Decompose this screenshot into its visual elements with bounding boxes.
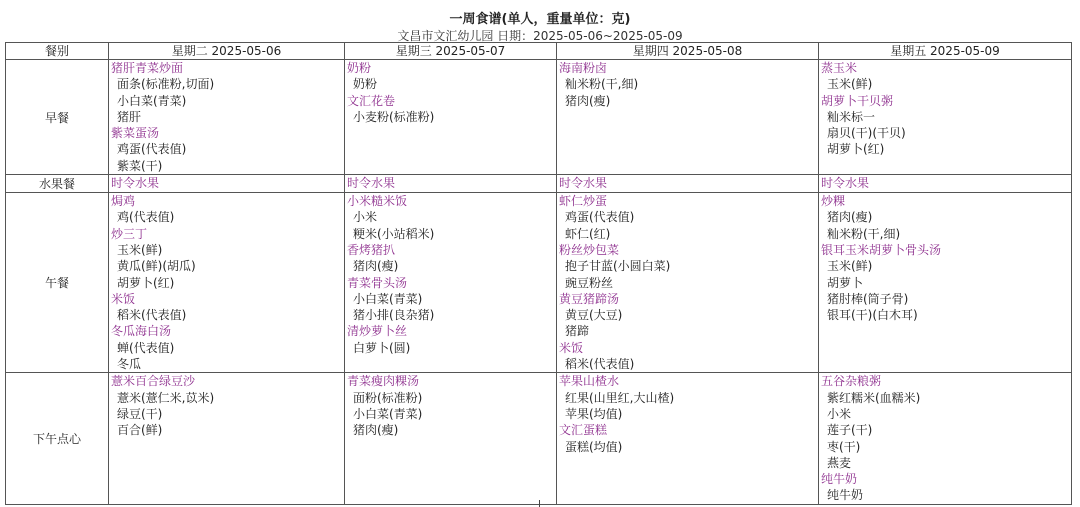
ingredient: 面条(标准粉,切面)	[117, 77, 215, 92]
menu-cell	[819, 60, 1072, 175]
dish-name: 苹果山楂水	[559, 374, 620, 389]
ingredient: 紫菜(干)	[117, 158, 163, 173]
dish-name: 海南粉卤	[559, 61, 608, 75]
dish-name: 粉丝炒包菜	[559, 242, 620, 257]
dish-name: 薏米百合绿豆沙	[111, 374, 196, 389]
menu-cell	[819, 175, 1072, 193]
ingredient: 紫红糯米(血糯米)	[827, 390, 921, 405]
meal-column-header: 餐别	[6, 43, 109, 60]
ingredient: 绿豆(干)	[117, 406, 163, 421]
ingredient: 胡萝卜(红)	[117, 275, 175, 290]
menu-cell	[345, 175, 557, 193]
ingredient: 黄豆(大豆)	[565, 308, 623, 323]
ingredient: 玉米(鲜)	[827, 77, 873, 92]
menu-cell	[345, 373, 557, 504]
ingredient: 冬瓜	[117, 357, 142, 372]
dish-name: 小米糙米饭	[347, 194, 408, 209]
ingredient: 银耳(干)(白木耳)	[827, 308, 918, 323]
ingredient: 面粉(标准粉)	[353, 390, 423, 405]
page-subtitle: 文昌市文汇幼儿园 日期：2025-05-06~2025-05-09	[397, 29, 683, 43]
ingredient: 猪肉(瘦)	[353, 259, 399, 274]
meal-name: 下午点心	[6, 373, 109, 504]
ingredient: 蝉(代表值)	[117, 340, 175, 355]
menu-cell	[109, 373, 345, 504]
header-row	[6, 43, 1072, 60]
day-header: 星期三 2025-05-07	[345, 43, 557, 60]
menu-cell	[557, 60, 819, 175]
ingredient: 小麦粉(标准粉)	[353, 109, 435, 124]
dish-name: 时令水果	[111, 176, 160, 191]
dish-name: 清炒萝卜丝	[347, 324, 408, 339]
dish-name: 紫菜蛋汤	[111, 126, 160, 141]
dish-name: 文汇花卷	[347, 93, 396, 108]
dish-name: 米饭	[559, 340, 584, 355]
page-edge-mark	[539, 500, 540, 507]
ingredient: 猪肘棒(筒子骨)	[827, 291, 909, 306]
ingredient: 猪肉(瘦)	[565, 93, 611, 108]
dish-name: 青菜瘦肉粿汤	[347, 374, 420, 389]
ingredient: 薏米(薏仁米,苡米)	[117, 390, 215, 405]
dish-name: 青菜骨头汤	[347, 275, 408, 290]
ingredient: 莲子(干)	[827, 423, 873, 438]
dish-name: 冬瓜海白汤	[111, 324, 172, 339]
dish-name: 猪肝青菜炒面	[111, 61, 184, 75]
meal-row	[6, 373, 1072, 504]
menu-cell	[819, 193, 1072, 373]
ingredient: 枣(干)	[827, 439, 861, 454]
dish-name: 香烤猪扒	[347, 242, 396, 257]
dish-name: 米饭	[111, 291, 136, 306]
day-header: 星期二 2025-05-06	[109, 43, 345, 60]
ingredient: 小白菜(青菜)	[353, 291, 423, 306]
ingredient: 稻米(代表值)	[117, 308, 187, 323]
ingredient: 虾仁(红)	[565, 226, 611, 241]
menu-cell	[819, 373, 1072, 504]
ingredient: 小白菜(青菜)	[353, 406, 423, 421]
dish-name: 文汇蛋糕	[559, 423, 608, 438]
menu-cell	[109, 175, 345, 193]
ingredient: 鸡蛋(代表值)	[565, 210, 635, 225]
ingredient: 白萝卜(圆)	[353, 340, 411, 355]
dish-name: 五谷杂粮粥	[821, 374, 882, 389]
ingredient: 扇贝(干)(干贝)	[827, 126, 906, 141]
dish-name: 黄豆猪蹄汤	[559, 291, 620, 306]
dish-name: 蒸玉米	[821, 61, 858, 75]
ingredient: 玉米(鲜)	[827, 259, 873, 274]
ingredient: 燕麦	[827, 455, 852, 470]
ingredient: 猪肝	[117, 109, 142, 124]
ingredient: 猪肉(瘦)	[353, 423, 399, 438]
ingredient: 豌豆粉丝	[565, 275, 614, 290]
ingredient: 猪肉(瘦)	[827, 210, 873, 225]
ingredient: 奶粉	[353, 77, 378, 92]
ingredient: 鸡蛋(代表值)	[117, 142, 187, 157]
day-header: 星期五 2025-05-09	[819, 43, 1072, 60]
menu-cell	[557, 175, 819, 193]
ingredient: 粳米(小站稻米)	[353, 226, 435, 241]
ingredient: 红果(山里红,大山楂)	[565, 390, 675, 405]
dish-name: 纯牛奶	[821, 472, 858, 487]
page-title: 一周食谱(单人，重量单位：克)	[449, 12, 631, 27]
ingredient: 猪蹄	[565, 324, 590, 339]
meal-name: 水果餐	[6, 175, 109, 193]
meal-row	[6, 193, 1072, 373]
menu-cell	[557, 373, 819, 504]
ingredient: 百合(鲜)	[117, 423, 163, 438]
ingredient: 黄瓜(鲜)(胡瓜)	[117, 259, 196, 274]
meal-name: 午餐	[6, 193, 109, 373]
ingredient: 籼米粉(干,细)	[565, 77, 639, 92]
dish-name: 虾仁炒蛋	[559, 194, 608, 209]
ingredient: 籼米粉(干,细)	[827, 226, 901, 241]
dish-name: 时令水果	[821, 176, 870, 191]
dish-name: 时令水果	[559, 176, 608, 191]
ingredient: 抱子甘蓝(小圆白菜)	[565, 259, 671, 274]
menu-cell	[557, 193, 819, 373]
ingredient: 玉米(鲜)	[117, 242, 163, 257]
ingredient: 猪小排(良杂猪)	[353, 308, 435, 323]
dish-name: 银耳玉米胡萝卜骨头汤	[821, 242, 942, 257]
ingredient: 苹果(均值)	[565, 406, 623, 421]
ingredient: 小白菜(青菜)	[117, 93, 187, 108]
dish-name: 炒粿	[821, 194, 846, 209]
dish-name: 时令水果	[347, 176, 396, 191]
ingredient: 籼米标一	[827, 109, 876, 124]
menu-cell	[109, 60, 345, 175]
ingredient: 稻米(代表值)	[565, 357, 635, 372]
ingredient: 小米	[353, 210, 378, 225]
meal-row	[6, 175, 1072, 193]
dish-name: 炒三丁	[111, 226, 148, 241]
menu-cell	[345, 193, 557, 373]
meal-name: 早餐	[6, 60, 109, 175]
menu-cell	[345, 60, 557, 175]
dish-name: 胡萝卜干贝粥	[821, 93, 894, 108]
dish-name: 焗鸡	[111, 194, 136, 209]
dish-name: 奶粉	[347, 61, 372, 75]
menu-cell	[109, 193, 345, 373]
ingredient: 胡萝卜(红)	[827, 142, 885, 157]
ingredient: 蛋糕(均值)	[565, 439, 623, 454]
day-header: 星期四 2025-05-08	[557, 43, 819, 60]
menu-table	[5, 42, 1072, 505]
ingredient: 小米	[827, 406, 852, 421]
ingredient: 鸡(代表值)	[117, 210, 175, 225]
meal-row	[6, 60, 1072, 175]
ingredient: 纯牛奶	[827, 488, 864, 503]
ingredient: 胡萝卜	[827, 275, 864, 290]
